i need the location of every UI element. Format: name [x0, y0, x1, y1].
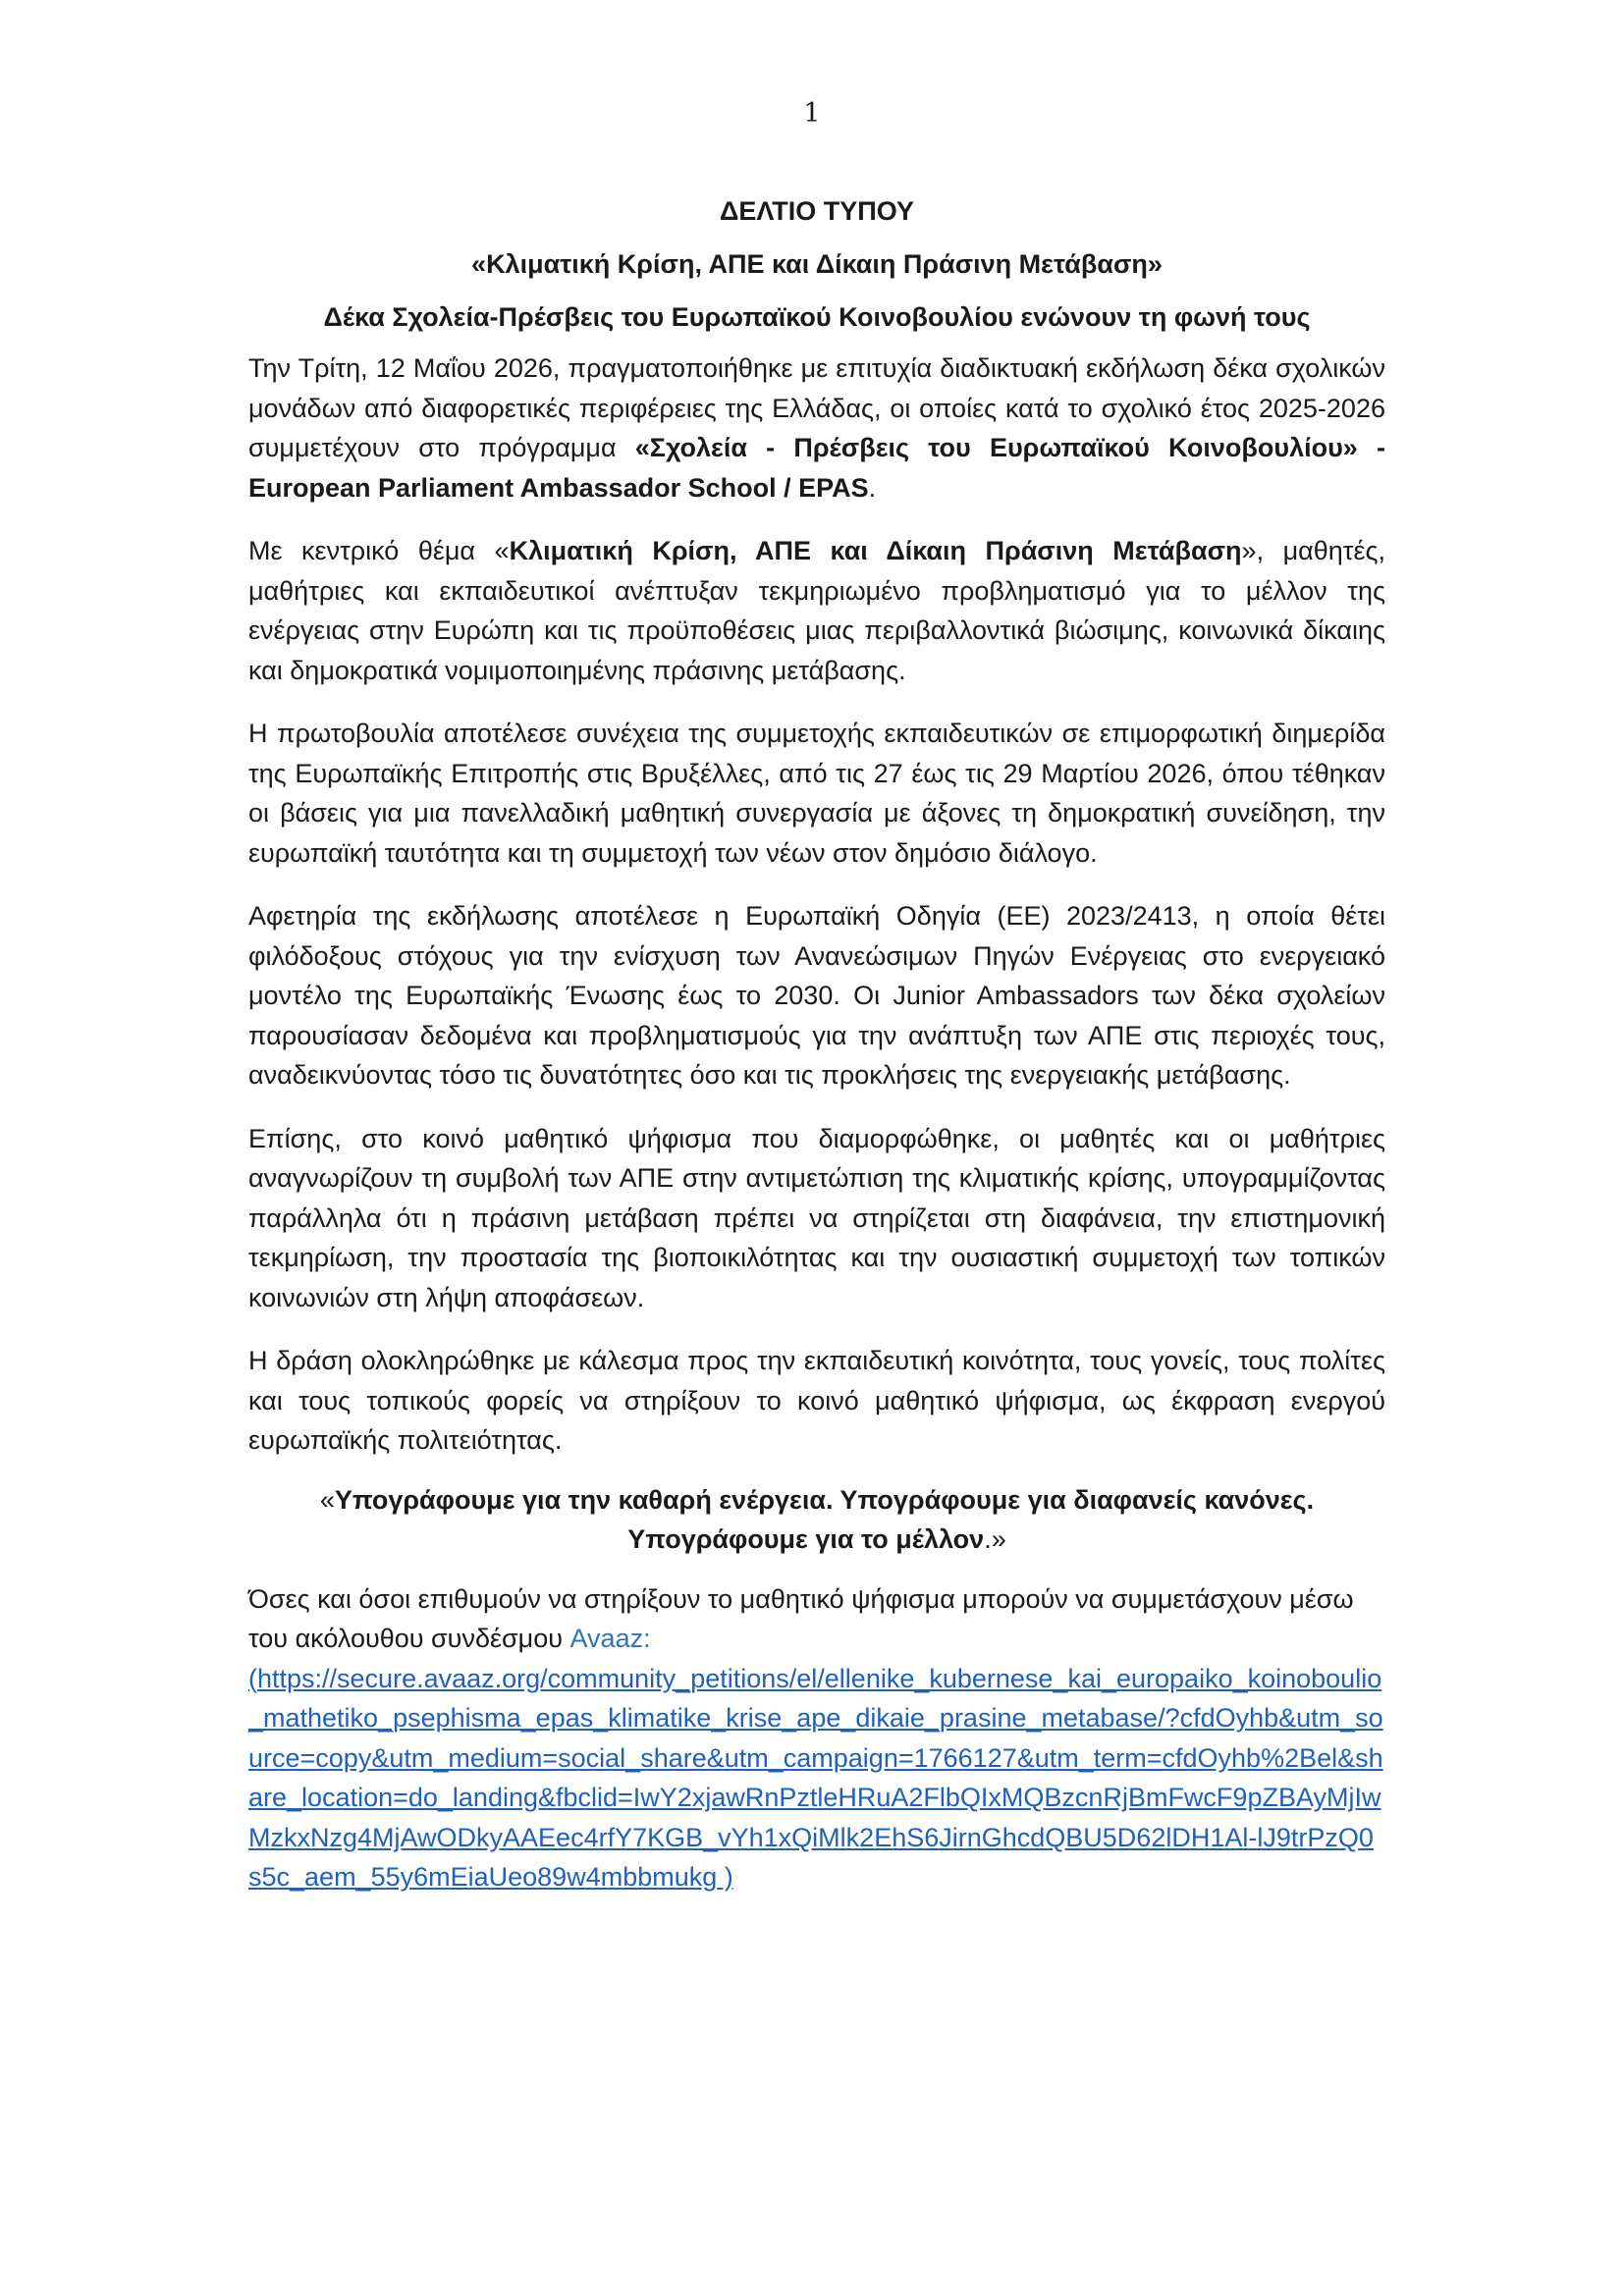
page-number: 1	[803, 98, 821, 129]
event-title-heading: «Κλιματική Κρίση, ΑΠΕ και Δίκαιη Πράσινη Μετάβαση»	[471, 249, 1163, 279]
closing-paragraph	[248, 1579, 1385, 1659]
slogan-open-quote: «	[319, 1484, 335, 1515]
slogan-line-2: Υπογράφουμε για το μέλλον	[627, 1524, 985, 1554]
petition-link-close: )	[717, 1862, 733, 1892]
document-type-heading: ΔΕΛΤΙΟ ΤΥΠΟΥ	[720, 196, 914, 226]
petition-link[interactable]	[248, 1659, 1385, 1897]
petition-url[interactable]: https://secure.avaaz.org/community_petitions/el/ellenike_kubernese_kai_europaiko_koinoboulio_mathetiko_psephisma_epas_klimatike_krise_ape_dikaie_prasine_metabase/?cfdOyhb&utm_source=copy&utm_medium=social_share&utm_campaign=1766127&utm_term=cfdOyhb%2Bel&share_location=do_landing&fbclid=IwY2xjawRnPztleHRuA2FlbQIxMQBzcnRjBmFwcF9pZBAyMjIwMzkxNzg4MjAwODkyAAEec4rfY7KGB_vYh1xQiMlk2EhS6JirnGhcdQBU5D62lDH1Al-lJ9trPzQ0s5c_aem_55y6mEiaUeo89w4mbbmukg	[248, 1663, 1383, 1892]
subtitle-heading: Δέκα Σχολεία-Πρέσβεις του Ευρωπαϊκού Κοινοβουλίου ενώνουν τη φωνή τους	[323, 302, 1311, 332]
paragraph-intro-text: Την Τρίτη, 12 Μαΐου 2026, πραγματοποιήθηκε με επιτυχία διαδικτυακή εκδήλωση δέκα σχολικών μονάδων από διαφορετικές περιφέρειες της Ελλάδας, οι οποίες κατά το σχολικό έτος 2025-2026 συμμετέχουν στο πρόγραμμα	[248, 353, 1385, 462]
avaaz-link-label: Avaaz:	[569, 1624, 651, 1653]
paragraph-initiative: Η πρωτοβουλία αποτέλεσε συνέχεια της συμμετοχής εκπαιδευτικών σε επιμορφωτική διημερίδα της Ευρωπαϊκής Επιτροπής στις Βρυξέλλες, από τις 27 έως τις 29 Μαρτίου 2026, όπου τέθηκαν οι βάσεις για μια πανελλαδική μαθητική συνεργασία με άξονες τη δημοκρατική συνείδηση, την ευρωπαϊκή ταυτότητα και τη συμμετοχή των νέων στον δημόσιο διάλογο.	[248, 719, 1385, 868]
program-name: «Σχολεία - Πρέσβεις του Ευρωπαϊκού Κοινοβουλίου» - European Parliament Ambassador School / EPAS	[248, 433, 1385, 503]
theme-name: Κλιματική Κρίση, ΑΠΕ και Δίκαιη Πράσινη Μετάβαση	[509, 536, 1242, 565]
slogan-line-1: Υπογράφουμε για την καθαρή ενέργεια. Υπογράφουμε για διαφανείς κανόνες.	[334, 1484, 1315, 1515]
paragraph-theme-text: », μαθητές, μαθήτριες και εκπαιδευτικοί ανέπτυξαν τεκμηριωμένο προβληματισμό για το μέλλον της ενέργειας στην Ευρώπη και τις προϋποθέσεις μιας περιβαλλοντικά βιώσιμης, κοινωνικά δίκαιης και δημοκρατικά νομιμοποιημένης πράσινης μετάβασης.	[248, 536, 1385, 685]
document-body	[248, 191, 1385, 1897]
paragraph-call-to-action: Η δράση ολοκληρώθηκε με κάλεσμα προς την εκπαιδευτική κοινότητα, τους γονείς, τους πολίτες και τους τοπικούς φορείς να στηρίξουν το κοινό μαθητικό ψήφισμα, ως έκφραση ενεργού ευρωπαϊκής πολιτειότητας.	[248, 1346, 1385, 1455]
paragraph-theme-start: Με κεντρικό θέμα «	[248, 536, 510, 565]
paragraph-intro-end: .	[868, 472, 877, 503]
paragraph-resolution: Επίσης, στο κοινό μαθητικό ψήφισμα που διαμορφώθηκε, οι μαθητές και οι μαθήτριες αναγνωρίζουν τη συμβολή των ΑΠΕ στην αντιμετώπιση της κλιματικής κρίσης, υπογραμμίζοντας παράλληλα ότι η πράσινη μετάβαση πρέπει να στηρίζεται στη διαφάνεια, την επιστημονική τεκμηρίωση, την προστασία της βιοποικιλότητας και την ουσιαστική συμμετοχή των τοπικών κοινωνιών στη λήψη αποφάσεων.	[248, 1123, 1385, 1312]
paragraph-theme	[248, 531, 1385, 690]
paragraph-directive: Αφετηρία της εκδήλωσης αποτέλεσε η Ευρωπαϊκή Οδηγία (ΕΕ) 2023/2413, η οποία θέτει φιλόδοξους στόχους για την ενίσχυση των Ανανεώσιμων Πηγών Ενέργειας στο ενεργειακό μοντέλο της Ευρωπαϊκής Ένωσης έως το 2030. Οι Junior Ambassadors των δέκα σχολείων παρουσίασαν δεδομένα και προβληματισμούς για την ανάπτυξη των ΑΠΕ στις περιοχές τους, αναδεικνύοντας τόσο τις δυνατότητες όσο και τις προκλήσεις της ενεργειακής μετάβασης.	[248, 901, 1385, 1090]
paragraph-intro	[248, 348, 1385, 507]
slogan-close: .»	[984, 1524, 1006, 1554]
slogan	[248, 1480, 1385, 1560]
closing-text: Όσες και όσοι επιθυμούν να στηρίξουν το μαθητικό ψήφισμα μπορούν να συμμετάσχουν μέσω του ακόλουθου συνδέσμου	[248, 1583, 1354, 1653]
petition-link-open: (	[248, 1663, 257, 1693]
